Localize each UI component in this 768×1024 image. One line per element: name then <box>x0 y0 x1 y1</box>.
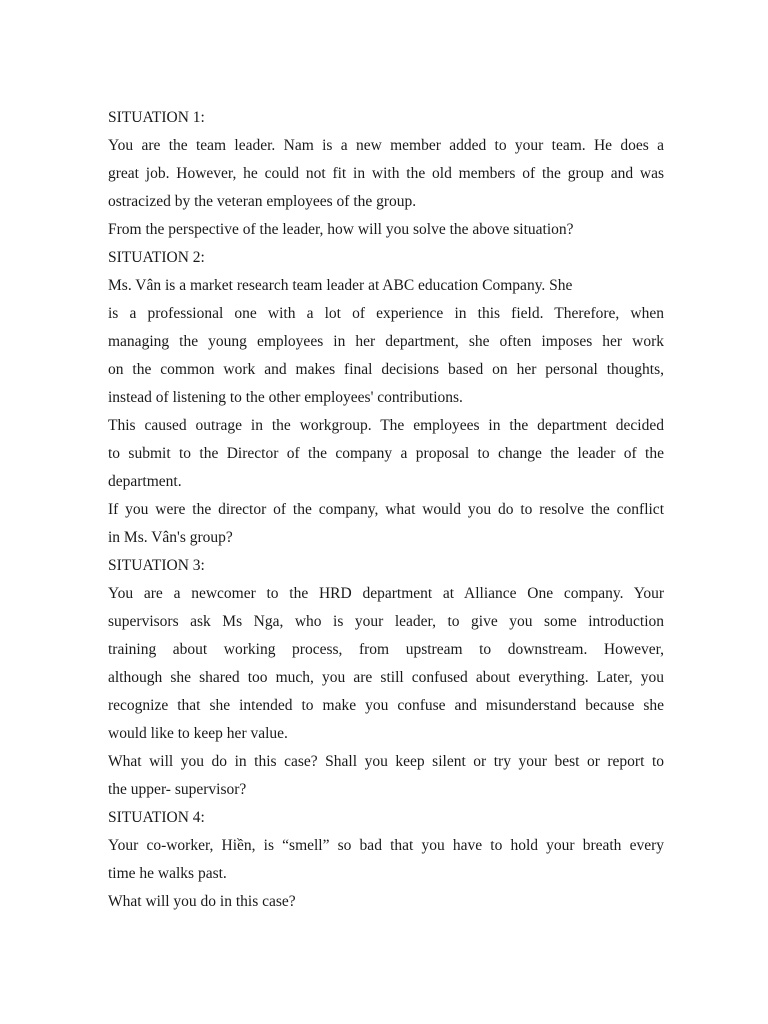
text-line: great job. However, he could not fit in with the old members of the group and was <box>108 165 664 182</box>
text-line: time he walks past. <box>108 865 227 882</box>
text-line: to submit to the Director of the company a proposal to change the leader of the <box>108 445 664 462</box>
text-line: on the common work and makes final decisions based on her personal thoughts, <box>108 361 664 378</box>
text-line: training about working process, from upstream to downstream. However, <box>108 641 664 658</box>
text-line: instead of listening to the other employees' contributions. <box>108 389 463 406</box>
text-line: You are a newcomer to the HRD department at Alliance One company. Your <box>108 585 664 602</box>
text-line: You are the team leader. Nam is a new member added to your team. He does a <box>108 137 664 154</box>
text-line: would like to keep her value. <box>108 725 288 742</box>
text-line: Your co-worker, Hiền, is “smell” so bad that you have to hold your breath every <box>108 837 664 854</box>
text-line: What will you do in this case? <box>108 893 296 910</box>
situation-heading: SITUATION 2: <box>108 249 205 266</box>
text-line: If you were the director of the company, what would you do to resolve the conflict <box>108 501 664 518</box>
text-line: the upper- supervisor? <box>108 781 247 798</box>
situation-heading: SITUATION 3: <box>108 557 205 574</box>
text-line: although she shared too much, you are still confused about everything. Later, you <box>108 669 664 686</box>
situation-heading: SITUATION 1: <box>108 109 205 126</box>
document-body <box>108 104 664 916</box>
text-line: in Ms. Vân's group? <box>108 529 233 546</box>
text-line: From the perspective of the leader, how will you solve the above situation? <box>108 221 574 238</box>
text-line: managing the young employees in her department, she often imposes her work <box>108 333 664 350</box>
text-line: supervisors ask Ms Nga, who is your leader, to give you some introduction <box>108 613 664 630</box>
text-line: department. <box>108 473 182 490</box>
text-line: What will you do in this case? Shall you keep silent or try your best or report to <box>108 753 664 770</box>
situation-heading: SITUATION 4: <box>108 809 205 826</box>
text-line: ostracized by the veteran employees of the group. <box>108 193 417 210</box>
text-line: This caused outrage in the workgroup. The employees in the department decided <box>108 417 664 434</box>
text-line: is a professional one with a lot of experience in this field. Therefore, when <box>108 305 664 322</box>
text-line: recognize that she intended to make you confuse and misunderstand because she <box>108 697 664 714</box>
text-line: Ms. Vân is a market research team leader at ABC education Company. She <box>108 277 573 294</box>
